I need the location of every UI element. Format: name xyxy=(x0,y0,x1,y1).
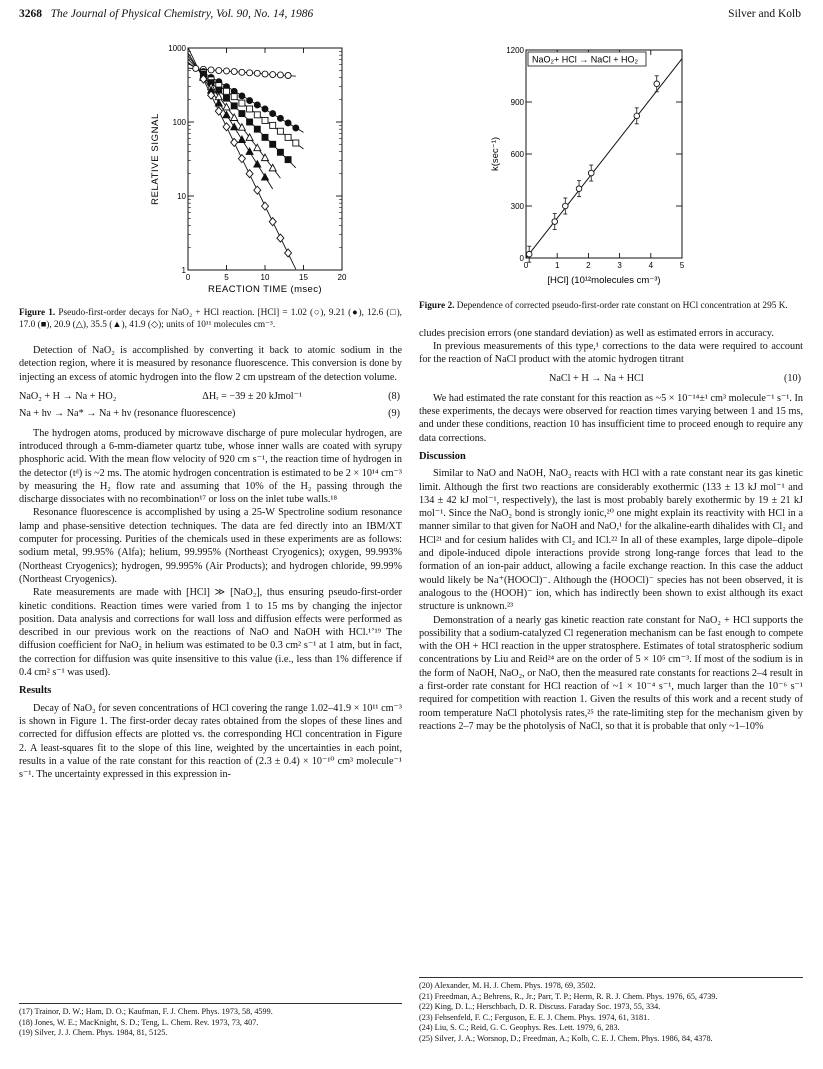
equation-8-reaction: NaO₂ + H → Na + HO₂ xyxy=(19,391,117,403)
fig2-x-axis-label: [HCl] (10¹²molecules cm⁻³) xyxy=(547,275,661,286)
fig1-data-point-filled-square xyxy=(262,134,268,140)
reference-20: (20) Alexander, M. H. J. Chem. Phys. 1978, 69, 3502. xyxy=(419,981,596,990)
equation-8 xyxy=(19,390,402,403)
reference-23: (23) Fehsenfeld, F. C.; Ferguson, E. E. J. Chem. Phys. 1974, 61, 3181. xyxy=(419,1012,650,1022)
fig1-data-point-open-diamond xyxy=(285,249,292,257)
equation-10-number: (10) xyxy=(784,373,801,385)
paragraph-discussion-2: Demonstration of a nearly gas kinetic reaction rate constant for NaO₂ + HCl supports the possibility that a sodium-catalyzed Cl regeneration mechanism can be fast enough to compete with the OH + HCl reaction in the upper stratosphere. Estimates of total stratospheric sodium concentrations by Liu and Reid²⁴ are on the order of 5 × 10⁵ cm⁻³. If most of the sodium is in the form of NaOH, NaO₂, or NaO, then the measured rate constants for reactions 2–4 result in a first-order rate constant for HCl reaction of ~1 × 10⁻⁴ s⁻¹, much larger than the 10⁻⁶ s⁻¹ required for competition with reaction 1. Given the results of this work and a recent study of room temperature NaCl photolysis rates,²⁵ the rate-limiting step for the mechanism given by reactions 2–7 may be the photolysis of NaCl, so that it is probable that only ~1–10% xyxy=(419,614,803,732)
fig2-data-point xyxy=(576,186,582,192)
fig1-data-point-open-square xyxy=(277,128,283,134)
fig1-x-tick-label: 20 xyxy=(337,273,347,282)
reference-24: (24) Liu, S. C.; Reid, G. C. Geophys. Res. Lett. 1979, 6, 283. xyxy=(419,1023,620,1032)
fig1-x-tick-label: 15 xyxy=(299,273,308,282)
fig1-data-point-open-circle xyxy=(270,72,276,78)
fig1-data-point-open-diamond xyxy=(254,186,261,194)
equation-8-number: (8) xyxy=(388,391,400,403)
equation-10 xyxy=(419,372,803,385)
fig1-data-point-filled-square xyxy=(224,95,230,101)
fig1-data-point-open-square xyxy=(270,122,276,128)
fig1-data-point-open-diamond xyxy=(269,218,276,226)
fig2-fit-line xyxy=(526,59,682,258)
fig1-data-point-filled-triangle xyxy=(238,136,245,143)
right-footnotes xyxy=(419,977,803,1044)
fig1-data-point-open-circle xyxy=(277,72,283,78)
fig1-y-axis-label: RELATIVE SIGNAL xyxy=(150,113,161,205)
fig2-data-point xyxy=(563,203,569,209)
figure-2-caption-label: Figure 2. xyxy=(419,301,455,311)
fig2-data-point xyxy=(552,219,558,225)
fig1-data-point-filled-circle xyxy=(247,98,253,104)
fig1-data-point-filled-circle xyxy=(270,111,276,117)
fig1-data-point-filled-triangle xyxy=(254,161,261,168)
fig1-data-point-open-triangle xyxy=(254,144,261,151)
fig2-y-tick-label: 0 xyxy=(519,254,524,263)
fig2-x-tick-label: 0 xyxy=(523,261,529,270)
paragraph-results: Decay of NaO₂ for seven concentrations of HCl covering the range 1.02–41.9 × 10¹¹ cm⁻³ is shown in Figure 1. The first-order decay rates obtained from the slopes of these lines and corrected for diffusion effects are plotted vs. the corresponding HCl concentration in Figure 2. A least-squares fit to the slope of this line, weighted by the uncertainties in each point, results in a value of the rate constant for this reaction of (2.3 ± 0.4) × 10⁻¹⁰ cm³ molecule⁻¹ s⁻¹. The uncertainty expressed in this expression in- xyxy=(19,702,402,781)
fig1-y-tick-label: 100 xyxy=(172,118,186,127)
equation-9-reaction: Na + hν → Na* → Na + hν (resonance fluorescence) xyxy=(19,408,236,420)
paragraph-detection: Detection of NaO₂ is accomplished by converting it back to atomic sodium in the detection region, where it is measured by resonance fluorescence. This conversion is done by injecting an excess of atomic hydrogen into the flow 2 cm upstream of the detection volume. xyxy=(19,345,402,383)
fig1-x-tick-label: 10 xyxy=(260,273,270,282)
fig1-data-point-open-square xyxy=(231,94,237,100)
fig2-y-tick-label: 1200 xyxy=(506,46,524,55)
fig1-x-tick-label: 5 xyxy=(224,273,229,282)
paragraph-continued: cludes precision errors (one standard deviation) as well as estimated errors in accuracy. xyxy=(419,327,774,339)
fig1-data-point-open-circle xyxy=(216,68,222,74)
fig1-data-point-open-circle xyxy=(231,69,237,75)
figure-2-caption xyxy=(419,301,803,313)
fig2-y-tick-label: 900 xyxy=(510,98,524,107)
fig1-data-point-open-diamond xyxy=(246,170,253,178)
fig1-data-point-open-circle xyxy=(285,72,291,78)
fig1-data-point-open-circle xyxy=(254,70,260,76)
figure-2-caption-text: Dependence of corrected pseudo-first-order rate constant on HCl concentration at 295 K. xyxy=(454,301,788,311)
fig1-y-tick-label: 1000 xyxy=(168,44,186,53)
fig2-x-tick-label: 2 xyxy=(586,261,591,270)
fig1-data-point-filled-square xyxy=(285,157,291,163)
equation-9-number: (9) xyxy=(388,408,400,420)
equation-9 xyxy=(19,407,402,420)
left-footnotes xyxy=(19,1003,402,1039)
paragraph-discussion-1: Similar to NaO and NaOH, NaO₂ reacts with HCl with a rate constant near its gas kinetic limit. Although the first two reactions are considerably exothermic (133 ± 13 kJ mol⁻¹ and 134 ± 42 kJ mol⁻¹, respectively), the last is most probably barely exothermic by 19 ± 21 kJ mol⁻¹. Since the NaO₂ bond is strongly ionic,²⁰ one might explain its reactivity with HCl in a manner similar to that given for NaOH and NaO,¹ for the alkaline-earth dihalides with Cl₂ and HCl²¹ and for cesium halides with Cl₂ and ICl.²² In all of these examples, large dipole–dipole and dipole-induced dipole interactions provide strong long-range forces that lead to the formation of an ion-pair adduct, allowing a facile exchange reaction. In this case the adduct would likely be Na⁺(HOOCl)⁻. Although the (HOOCl)⁻ species has not been observed, it is analogous to the (HOOH)⁻ ion, which has indirectly been shown to exist although its exact structure is unknown.²³ xyxy=(419,468,803,613)
section-heading-discussion: Discussion xyxy=(419,450,466,462)
fig1-data-point-filled-triangle xyxy=(262,174,269,181)
fig1-data-point-open-square xyxy=(293,140,299,146)
paragraph-rate-measurements: Rate measurements are made with [HCl] ≫ [NaO₂], thus ensuring pseudo-first-order kinetic conditions. Reaction times were varied from 1 to 15 ms by changing the injector position. Data analysis and corrections for wall loss and diffusion effects were performed as described in our previous work on the reactions of NaO and NaOH with HCl.¹ʼ¹⁹ The diffusion coefficient for NaO₂ in helium was estimated to be 0.3 cm² s⁻¹ at 1 atm, but in fact, the correction for diffusion was quite insensitive to this value (i.e., less than 1% difference if 0.4 cm² s⁻¹ was used). xyxy=(19,587,402,679)
fig1-data-point-filled-square xyxy=(239,111,245,117)
fig1-data-point-open-circle xyxy=(247,70,253,76)
figure-1-caption-text: Pseudo-first-order decays for NaO₂ + HCl reaction. [HCl] = 1.02 (○), 9.21 (●), 12.6 (□), 17.0 (■), 20.9 (△), 35.5 (▲), 41.9 (◇); units of 10¹¹ molecules cm⁻³. xyxy=(19,308,402,330)
right-column xyxy=(419,301,803,733)
fig1-data-point-open-diamond xyxy=(215,107,222,115)
fig1-data-point-filled-triangle xyxy=(246,148,253,155)
paragraph-corrections: In previous measurements of this type,¹ corrections to the data were required to account for the reaction of NaCl product with the atomic hydrogen titrant xyxy=(419,340,803,366)
fig1-data-point-open-circle xyxy=(239,69,245,75)
journal-citation: The Journal of Physical Chemistry, Vol. 90, No. 14, 1986 xyxy=(50,8,314,20)
fig1-data-point-filled-square xyxy=(270,141,276,147)
fig2-y-tick-label: 300 xyxy=(510,202,524,211)
fig1-data-point-filled-square xyxy=(247,119,253,125)
fig1-data-point-open-circle xyxy=(193,65,199,71)
fig1-data-point-open-square xyxy=(285,134,291,140)
fig1-data-point-open-square xyxy=(262,117,268,123)
fig1-data-point-filled-circle xyxy=(293,125,299,131)
fig2-data-point xyxy=(654,81,660,87)
fig1-data-point-open-square xyxy=(224,88,230,94)
equation-8-enthalpy: ΔHᵣ = −39 ± 20 kJmol⁻¹ xyxy=(202,391,303,403)
fig1-data-point-filled-circle xyxy=(285,120,291,126)
fig1-data-point-filled-square xyxy=(216,87,222,93)
reference-25: (25) Silver, J. A.; Worsnop, D.; Freedman, A.; Kolb, C. E. J. Chem. Phys. 1986, 84, 4378. xyxy=(419,1033,713,1043)
reference-19: (19) Silver, J. J. Chem. Phys. 1984, 81, 5125. xyxy=(19,1028,168,1037)
fig1-data-point-filled-square xyxy=(254,126,260,132)
fig1-data-point-open-triangle xyxy=(231,114,238,121)
fig1-data-point-open-diamond xyxy=(223,123,230,131)
fig1-data-point-filled-circle xyxy=(277,115,283,121)
fig2-data-point xyxy=(588,170,594,176)
reference-18: (18) Jones, W. E.; MacKnight, S. D.; Teng, L. Chem. Rev. 1973, 73, 407. xyxy=(19,1017,259,1027)
fig1-data-point-open-diamond xyxy=(277,234,284,242)
fig1-y-tick-label: 1 xyxy=(181,266,186,275)
fig1-data-point-filled-circle xyxy=(239,93,245,99)
paragraph-resonance-fluorescence: Resonance fluorescence is accomplished by using a 25-W Spectroline sodium resonance lamp and phase-sensitive detection techniques. The data are fed directly into an IBM/XT computer for processing. Purities of the chemicals used in these experiments are as follows: sodium metal, 99.95% (Alfa); helium, 99.995% (Northeast Cryogenics); oxygen, 99.993% (Northeast Cryogenics); hydrogen, 99.995% (Air Products); and hydrogen chloride, 99.99% (Northeast Cryogenics). xyxy=(19,507,402,585)
fig1-data-point-filled-square xyxy=(231,103,237,109)
fig1-data-point-open-square xyxy=(254,112,260,118)
fig2-x-tick-label: 3 xyxy=(617,261,622,270)
fig1-data-point-open-triangle xyxy=(223,103,230,109)
fig2-x-tick-label: 5 xyxy=(679,261,685,270)
paragraph-rate-estimate: We had estimated the rate constant for this reaction as ~5 × 10⁻¹⁴±¹ cm³ molecule⁻¹ s⁻¹. In these experiments, the decays were observed for reaction times varying between 1 and 15 ms, and under these conditions, reaction 10 has insufficient time to proceed enough to require any data corrections. xyxy=(419,392,803,444)
fig1-data-point-open-diamond xyxy=(231,138,238,146)
fig2-y-axis-label: k(sec⁻¹) xyxy=(490,136,501,172)
fig1-data-point-filled-square xyxy=(277,149,283,155)
fig1-data-point-open-diamond xyxy=(238,155,245,163)
figure-2-chart xyxy=(488,42,708,307)
fig2-data-point xyxy=(634,113,640,119)
reference-17: (17) Trainor, D. W.; Ham, D. O.; Kaufman, F. J. Chem. Phys. 1973, 58, 4599. xyxy=(19,1007,273,1016)
left-column xyxy=(19,308,402,781)
fig1-y-tick-label: 10 xyxy=(177,192,186,201)
section-heading-results: Results xyxy=(19,685,52,697)
fig1-data-point-open-diamond xyxy=(262,202,269,210)
paragraph-hydrogen-atoms: The hydrogen atoms, produced by microwave discharge of pure molecular hydrogen, are introduced through a 6-mm-diameter quartz tube, whose inner walls are coated with syrupy phosphoric acid. With the mean flow velocity of 920 cm s⁻¹, the reaction time of hydrogen in the detector (tᵈ) is ~2 ms. The atomic hydrogen concentration is estimated to be 2 × 10¹⁴ cm⁻³ by measuring the H₂ flow rate and assuming that 10% of the H₂ passing through the discharge dissociates with no recombination¹⁷ or loss on the inlet tube walls.¹⁸ xyxy=(19,427,402,506)
fig2-x-tick-label: 1 xyxy=(554,261,560,270)
figure-1-caption xyxy=(19,308,402,331)
fig2-x-tick-label: 4 xyxy=(648,261,654,270)
fig1-data-point-open-circle xyxy=(224,68,230,74)
running-header-left xyxy=(19,8,313,20)
page-number: 3268 xyxy=(19,8,42,20)
fig2-title: NaO₂+ HCl → NaCl + HO₂ xyxy=(532,54,639,65)
fig1-x-tick-label: 0 xyxy=(185,273,191,282)
fig1-data-point-open-square xyxy=(247,106,253,112)
equation-10-reaction: NaCl + H → Na + HCl xyxy=(549,373,644,385)
reference-22: (22) King, D. L.; Herschbach, D. R. Discuss. Faraday Soc. 1973, 55, 334. xyxy=(419,1002,661,1011)
fig1-data-point-open-circle xyxy=(208,67,214,73)
fig1-data-point-filled-circle xyxy=(254,102,260,108)
running-header-authors: Silver and Kolb xyxy=(728,8,801,20)
fig1-data-point-open-square xyxy=(239,100,245,106)
fig1-data-point-filled-triangle xyxy=(223,111,230,118)
reference-21: (21) Freedman, A.; Behrens, R., Jr.; Parr, T. P.; Herm, R. R. J. Chem. Phys. 1976, 65, 4739. xyxy=(419,991,718,1001)
fig1-x-axis-label: REACTION TIME (msec) xyxy=(208,284,322,295)
fig2-y-tick-label: 600 xyxy=(510,150,524,159)
fig1-data-point-open-circle xyxy=(262,71,268,77)
fig2-data-point xyxy=(526,251,532,257)
figure-1-chart xyxy=(140,42,360,307)
fig1-data-point-filled-circle xyxy=(262,106,268,112)
figure-1-caption-label: Figure 1. xyxy=(19,308,56,318)
fig1-data-point-filled-triangle xyxy=(231,123,238,129)
